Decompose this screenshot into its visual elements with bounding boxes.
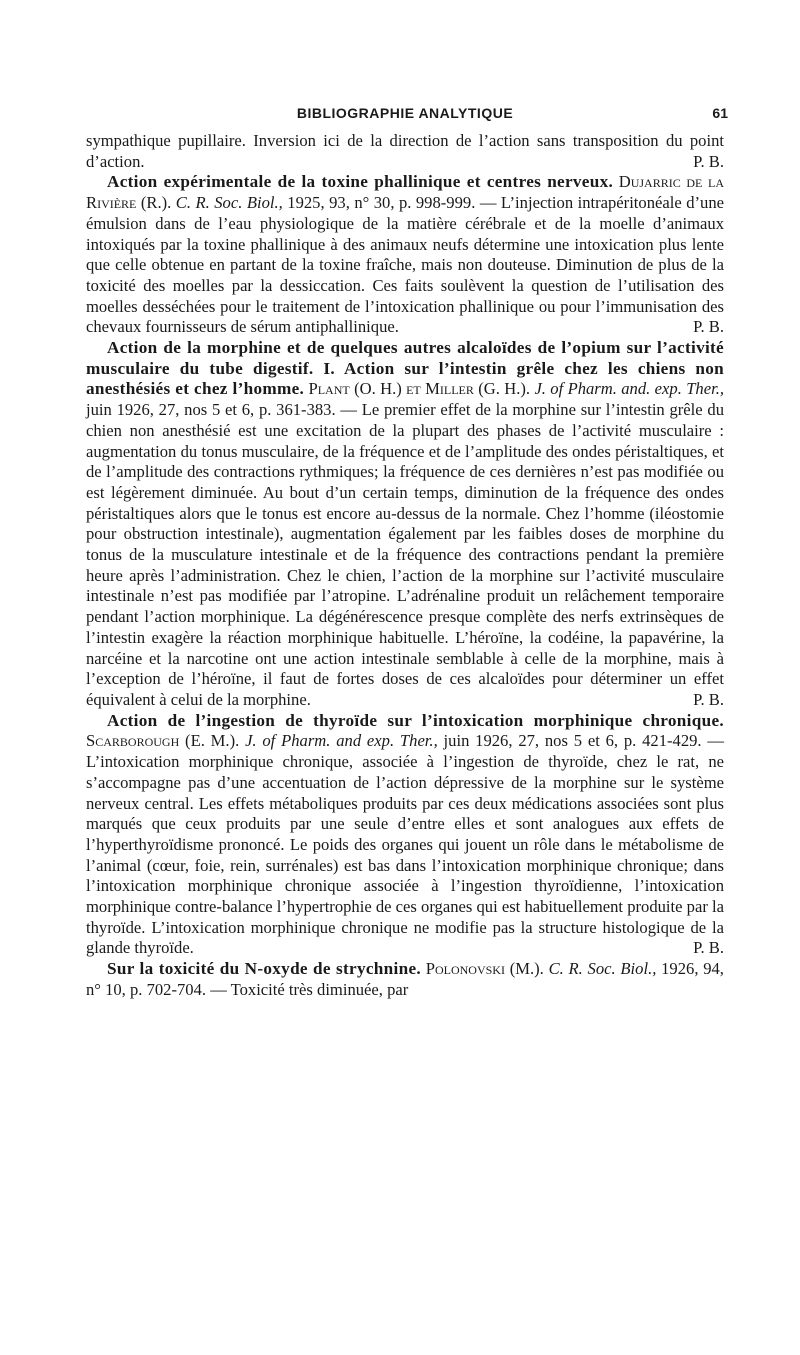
entry-title: Sur la toxicité du N-oxyde de strychnine. — [107, 959, 421, 979]
entry-reference: juin 1926, 27, nos 5 et 6, p. 421-429. — [443, 731, 702, 751]
entry-authors: Dujarric de la Rivière (R.). — [86, 172, 724, 213]
entry-phallinique — [86, 172, 724, 338]
entry-journal: J. of Pharm. and. exp. Ther., — [534, 379, 725, 399]
entry-title: Action de la morphine et de quelques autres alcaloïdes de l’opium sur l’activité musculaire du tube digestif. I. Action sur l’intestin grêle chez les chiens non anesthésiés et chez l’homme. — [86, 338, 724, 399]
entry-reference: juin 1926, 27, nos 5 et 6, p. 361-383. — [86, 400, 336, 420]
entry-reference: 1926, 94, n° 10, p. 702-704. — [86, 959, 724, 999]
page-number: 61 — [712, 105, 728, 121]
entry-journal: J. of Pharm. and exp. Ther., — [245, 731, 438, 751]
entry-journal: C. R. Soc. Biol., — [175, 193, 283, 213]
entry-authors: Scarborough (E. M.). — [86, 731, 240, 751]
running-title: BIBLIOGRAPHIE ANALYTIQUE — [296, 105, 514, 121]
entry-authors: Plant (O. H.) et Miller (G. H.). — [308, 379, 531, 399]
page-header — [86, 105, 728, 129]
entry-thyroide — [86, 711, 724, 959]
entry-body: — Le premier effet de la morphine sur l’intestin grêle du chien non anesthésié est une excitation de la plupart des phases de l’activité musculaire : augmentation du tonus musculaire, de la fréquence et de l’amplitude des ondes péristaltiques, et de l’amplitude des contractions rythmiques; la fréquence de ces dernières n’est pas modifiée ou est légèrement diminuée. Au bout d’un certain temps, diminution de la fréquence des ondes péristaltiques alors que le tonus est encore au-dessus de la normale. Chez l’homme (iléostomie pour obstruction intestinale), augmentation également par les faibles doses de morphine du tonus de la musculature intestinale et de la fréquence des contractions pendant la première heure après l’administration. Chez le chien, l’action de la morphine sur l’activité musculaire intestinale n’est pas modifiée par l’atropine. L’adrénaline produit un relâchement temporaire pendant l’action morphinique. La dégénérescence presque complète des nerfs extrinsèques de l’intestin exagère la réaction morphinique habituelle. L’héroïne, la codéine, la papavérine, la narcéine et la narcotine ont une action intestinale semblable à celle de la morphine, mais à l’exception de l’héroïne, il faut de fortes doses de ces alcaloïdes pour déterminer un effet équivalent à celui de la morphine. — [86, 400, 724, 709]
entry-continuation — [86, 131, 724, 172]
entry-body: sympathique pupillaire. Inversion ici de la direction de l’action sans transposition du point d’action. — [86, 131, 724, 171]
entry-title: Action de l’ingestion de thyroïde sur l’intoxication morphinique chronique. — [107, 710, 724, 730]
entry-body: — L’intoxication morphinique chronique, associée à l’ingestion de thyroïde, chez le rat, ne s’accompagne pas d’une accentuation de l’action dépressive de la morphine sur le système nerveux central. Les effets métaboliques produits par ces deux médications associées sont plus marqués que ceux produits par une seule d’entre elles et sont analogues aux effets de l’hyperthyroïdisme prononcé. Le poids des organes qui jouent un rôle dans le métabolisme de l’animal (cœur, foie, rein, surrénales) est bas dans l’intoxication morphinique chronique; dans l’intoxication morphinique chronique associée à l’ingestion thyroïdienne, l’intoxication morphinique contre-balance l’hypertrophie de ces organes qui est habituellement produite par la thyroïde. L’intoxication morphinique chronique ne modifie pas la structure histologique de la glande thyroïde. — [86, 731, 724, 958]
entry-journal: C. R. Soc. Biol., — [548, 959, 657, 979]
entry-body: — Toxicité très diminuée, par — [210, 979, 409, 999]
entry-strychnine — [86, 959, 724, 1000]
entry-initials: P. B. — [693, 151, 724, 171]
entry-initials: P. B. — [693, 317, 724, 337]
entry-morphine-intestin — [86, 338, 724, 711]
page-content — [86, 131, 724, 1001]
entry-title: Action expérimentale de la toxine phallinique et centres nerveux. — [107, 172, 614, 192]
entry-initials: P. B. — [693, 689, 724, 709]
entry-initials: P. B. — [693, 938, 724, 958]
entry-reference: 1925, 93, n° 30, p. 998-999. — [287, 193, 476, 213]
entry-body: — L’injection intrapéritonéale d’une émulsion dans de l’eau physiologique de la matière cérébrale et de la moelle d’animaux intoxiqués par la toxine phallinique à des animaux neufs détermine une intoxication plus lente que celle obtenue en partant de la toxine fraîche, mais non douteuse. Diminution de plus de la toxicité des moelles par la dessiccation. Ces faits soulèvent la question de l’utilisation des moelles desséchées pour le traitement de l’intoxication phallinique ou pour l’immunisation des chevaux fournisseurs de sérum antiphallinique. — [86, 193, 724, 337]
entry-authors: Polonovski (M.). — [425, 959, 544, 979]
